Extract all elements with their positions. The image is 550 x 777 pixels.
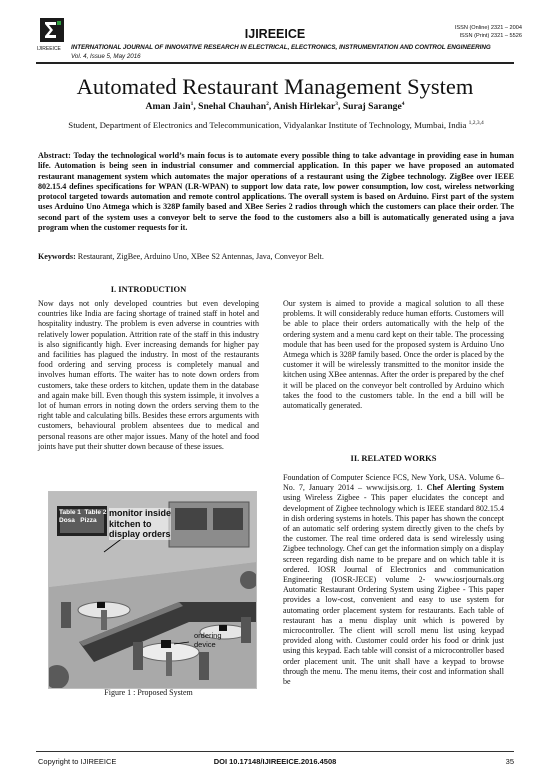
related-bold-title: Chef Alerting System bbox=[426, 483, 504, 493]
footer-copyright: Copyright to IJIREEICE bbox=[38, 757, 117, 766]
abstract-text: Today the technological world’s main focus is to automate every possible thing to take advantage in providing ease in human life. Automation is being seen in industrial consumer and commercial application. In this paper we have proposed an automated restaurant management system which automates the major operations of a restaurant using the Zigbee technology. ZigBee over IEEE 802.15.4 defines specifications for WPAN (LR-WPAN) to support low data rate, low power consumption, low cost, wireless networking protocol targeted towards automation and remote control applications. The overall system is based on Arduino. First part of the system uses Arduino Uno Atmega which is 328P family based and XBee Series 2 radios through which the customers can place their order. The second part of the system uses a conveyor belt to serve the food to the customers also a bill is automatically generated using a java program when the customer requests for it. bbox=[38, 151, 514, 233]
issn-print: ISSN (Print) 2321 – 5526 bbox=[459, 33, 522, 39]
section-heading-related-works: II. RELATED WORKS bbox=[350, 453, 437, 463]
footer-divider bbox=[36, 751, 514, 752]
page-number: 35 bbox=[505, 757, 514, 766]
intro-paragraph-2: Our system is aimed to provide a magical solution to all these problems. It will considerably reduce human efforts. Customers will be able to place their orders automatically with the help of the ordering system and a menu card kept on their table. The processing module that has been used for the proposed system is Arduino Uno Atmega which is 328P family based. Once the order is placed by the customer it will be wirelessly transmitted to the monitor inside the kitchen using XBee antennas. After the order is prepared by the chef it will be placed on the conveyor belt controlled by Arduino which takes the food to the customers table. In the end a bill will be automatically generated. bbox=[283, 299, 504, 411]
keywords-text: Restaurant, ZigBee, Arduino Uno, XBee S2 Antennas, Java, Conveyor Belt. bbox=[77, 252, 324, 261]
journal-name: IJIREEICE bbox=[244, 27, 306, 41]
affiliation: Student, Department of Electronics and Telecommunication, Vidyalankar Institute of Technology, Mumbai, India $^{1,2,3,4}$ bbox=[68, 120, 484, 130]
figure-caption: Figure 1 : Proposed System bbox=[104, 688, 193, 697]
author-list: Aman Jain$^1$, Snehal Chauhan$^2$, Anish Hirlekar$^3$, Suraj Sarange$^4$ bbox=[145, 101, 405, 113]
author-name: Aman Jain bbox=[145, 101, 191, 113]
author-name: Suraj Sarange bbox=[342, 101, 402, 113]
keywords-label: Keywords: bbox=[38, 252, 76, 261]
journal-full-name: INTERNATIONAL JOURNAL OF INNOVATIVE RESEARCH IN ELECTRICAL, ELECTRONICS, INSTRUMENTATION AND CONTROL ENGINEERING bbox=[71, 44, 491, 51]
volume-issue: Vol. 4, Issue 5, May 2016 bbox=[71, 53, 141, 60]
keywords bbox=[38, 252, 514, 261]
author-name: Snehal Chauhan bbox=[198, 101, 267, 113]
logo-caption: IJIREEICE bbox=[37, 46, 61, 52]
header-divider bbox=[36, 62, 514, 64]
footer-doi: DOI 10.17148/IJIREEICE.2016.4508 bbox=[213, 757, 337, 766]
ordering-device-label: ordering device bbox=[194, 631, 222, 649]
paper-title: Automated Restaurant Management System bbox=[76, 74, 474, 99]
menu-label: Table 1 Table 2 Dosa Pizza bbox=[59, 509, 107, 524]
section-heading-introduction: I. INTRODUCTION bbox=[110, 284, 187, 294]
author-name: Anish Hirlekar bbox=[273, 101, 336, 113]
issn-online: ISSN (Online) 2321 – 2004 bbox=[454, 25, 522, 31]
abstract-label: Abstract: bbox=[38, 151, 71, 160]
intro-paragraph-1: Now days not only developed countries but even developing countries like India are facing shortage of trained staff in hotel and hospitality industry. The problem is even adverse in countries with relatively lower population. Attrition rate of the staff in this industry is also significantly high. Ever increasing demands for higher pay and facilities has plagued the industry. In most of the restaurants food ordering and serving process is completely manual and involves human efforts. The waiter has to note down orders from customers, take these orders to kitchen, update them in the database and again make bill. Even though this system issimple, it involves a lot of human errors in noting down the orders serving them to the right table and calculating bills. Besides these errors arguments with customers, behavioural problem absentees due to medical and personal reasons are other major issues. Many of the hotel and food joints have put their shutter down because of these issues. bbox=[38, 299, 259, 451]
monitor-label: monitor inside kitchen to display orders bbox=[109, 508, 172, 539]
proposed-system-figure bbox=[48, 491, 257, 689]
related-works-text: Foundation of Computer Science FCS, New York, USA. Volume 6– No. 7, January 2014 – www.ijsis.org. 1. Chef Alerting System using Wireless Zigbee - This paper elucidates the concept and development of Zigbee technology which is IEEE standard 802.15.4 in dish ordering systems in hotels. This paper has shown the concept of an automatic self ordering system directly given to the chefs by the customer. The real time ordered data is send wirelessly using Zigbee technology. Chef can get the information simply on a display screen regarding dish name to be prepare and on which table it is ordered. IOSR Journal of Electronics and communication Engineering (IOSR-JECE) volume 2- www.iosrjournals.org Automatic Restaurant Ordering System using Zigbee - This paper provides a low-cost, convenient and easy to use system for automating order placement system for restaurants. Each table of restaurant has a menu display unit which is powered by microcontroller. The client will scroll menu list using keypad provided along with. Customer could order his food or drink just using this keypad. Each table will consist of a microcontroller based order placement unit. The unit shall have a keypad to browse through the menu. The menu items, their cost and information shall be bbox=[283, 473, 504, 687]
abstract bbox=[38, 151, 514, 233]
